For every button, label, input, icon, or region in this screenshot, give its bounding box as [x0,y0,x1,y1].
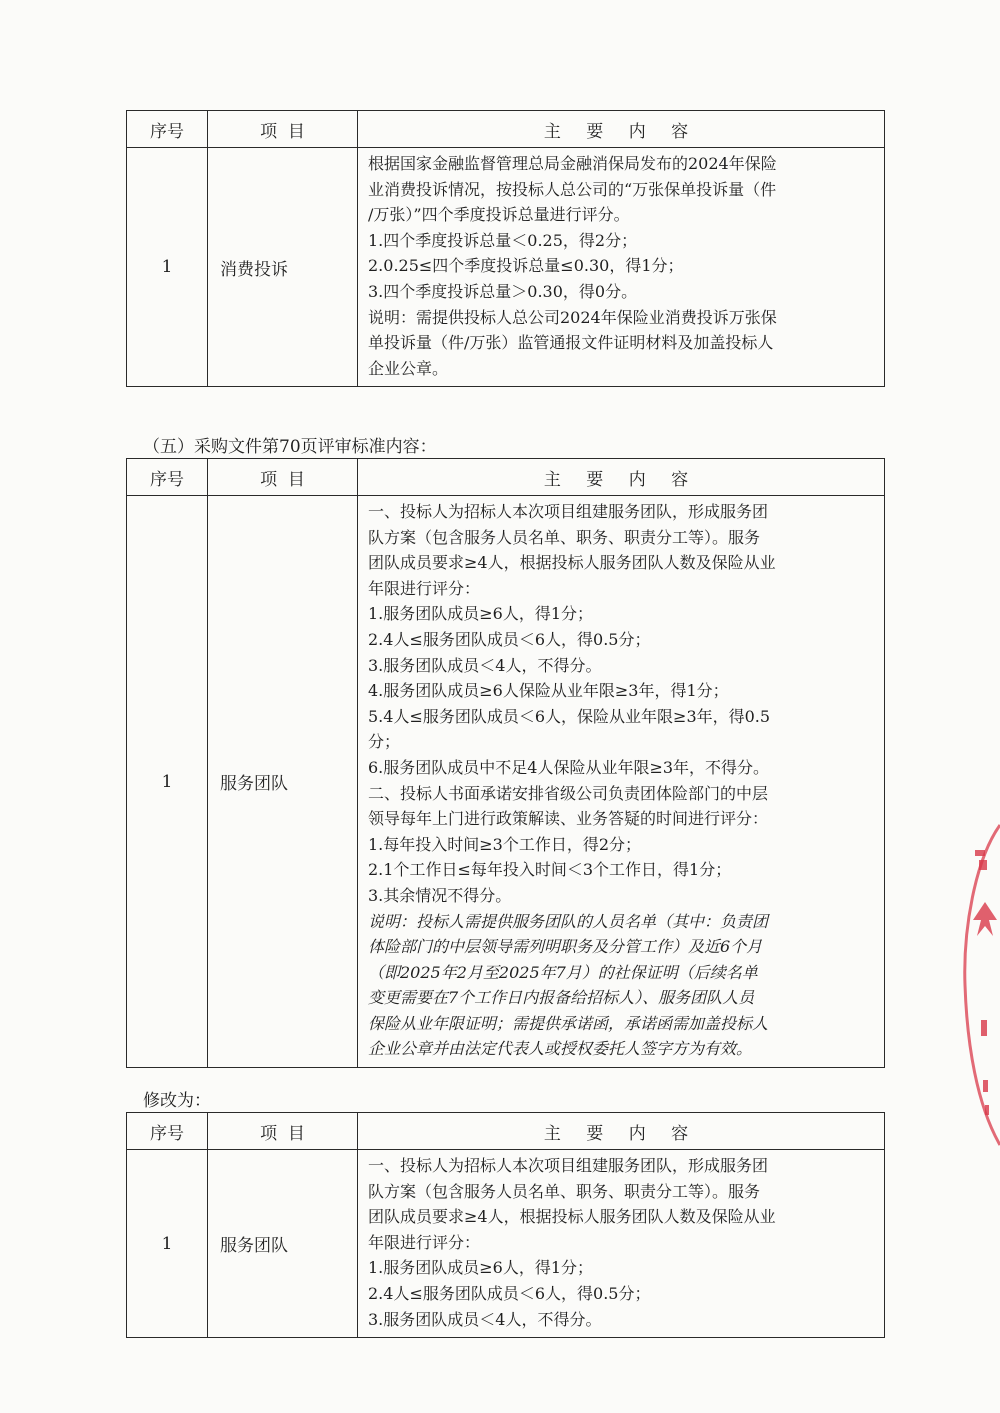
header-item: 项 目 [208,111,358,148]
content-line: 队方案（包含服务人员名单、职务、职责分工等）。服务 [368,527,761,547]
modified-caption: 修改为： [143,1091,211,1111]
table-header-row [127,111,885,148]
content-line: 分； [368,732,401,752]
content-line: 企业公章。 [368,358,449,378]
header-main-content: 主 要 内 容 [358,459,885,496]
section-caption: （五）采购文件第70页评审标准内容： [143,437,437,457]
content-line: 1.四个季度投诉总量＜0.25，得2分； [368,230,638,250]
content-line: /万张）”四个季度投诉总量进行评分。 [368,205,630,225]
content-line: 年限进行评分： [368,1232,481,1252]
header-main-content: 主 要 内 容 [358,1113,885,1150]
header-item: 项 目 [208,459,358,496]
row-seq: 1 [127,1150,208,1338]
content-line: 2.1个工作日≤每年投入时间＜3个工作日，得1分； [368,860,732,880]
content-line: 3.四个季度投诉总量＞0.30，得0分。 [368,281,638,301]
content-line: 1.服务团队成员≥6人，得1分； [368,1258,594,1278]
content-line: 年限进行评分： [368,578,481,598]
content-line: 2.4人≤服务团队成员＜6人，得0.5分； [368,1283,651,1303]
content-line: 队方案（包含服务人员名单、职务、职责分工等）。服务 [368,1181,761,1201]
note-line: 企业公章并由法定代表人或授权委托人签字方为有效。 [368,1039,753,1059]
table-row [127,1150,885,1338]
table-service-team-modified [126,1112,885,1338]
note-line: （即2025年2月至2025年7月）的社保证明（后续名单 [368,962,758,982]
content-line: 说明：需提供投标人总公司2024年保险业消费投诉万张保 [368,307,777,327]
row-content [358,496,885,1068]
content-line: 6.服务团队成员中不足4人保险从业年限≥3年，不得分。 [368,757,770,777]
row-item: 服务团队 [208,496,358,1068]
content-line: 根据国家金融监督管理总局金融消保局发布的2024年保险 [368,154,777,173]
content-line: 一、投标人为招标人本次项目组建服务团队，形成服务团 [368,502,769,521]
content-line: 2.0.25≤四个季度投诉总量≤0.30，得1分； [368,256,684,276]
note-line: 变更需要在7个工作日内报备给招标人）、服务团队人员 [368,988,755,1008]
note-line: 说明：投标人需提供服务团队的人员名单（其中：负责团 [368,911,769,931]
content-line: 1.每年投入时间≥3个工作日，得2分； [368,834,642,854]
content-line: 3.其余情况不得分。 [368,885,512,905]
row-seq: 1 [127,148,208,387]
content-line: 一、投标人为招标人本次项目组建服务团队，形成服务团 [368,1156,769,1175]
seal-stamp-icon [955,820,1000,1150]
content-line: 4.服务团队成员≥6人保险从业年限≥3年，得1分； [368,681,729,701]
content-line: 2.4人≤服务团队成员＜6人，得0.5分； [368,629,651,649]
content-line: 1.服务团队成员≥6人，得1分； [368,604,594,624]
header-seq: 序号 [127,111,208,148]
row-item: 消费投诉 [208,148,358,387]
table-row [127,496,885,1068]
note-line: 保险从业年限证明；需提供承诺函，承诺函需加盖投标人 [368,1013,769,1033]
table-consumer-complaints [126,110,885,387]
row-content [358,148,885,387]
note-line: 体险部门的中层领导需列明职务及分管工作）及近6个月 [368,937,763,957]
content-line: 3.服务团队成员＜4人，不得分。 [368,1309,602,1329]
table-row [127,148,885,387]
header-seq: 序号 [127,459,208,496]
content-line: 5.4人≤服务团队成员＜6人，保险从业年限≥3年，得0.5 [368,706,771,726]
row-content [358,1150,885,1338]
table-header-row [127,459,885,496]
content-line: 领导每年上门进行政策解读、业务答疑的时间进行评分： [368,809,769,829]
row-seq: 1 [127,496,208,1068]
table-service-team-original [126,458,885,1068]
content-line: 3.服务团队成员＜4人，不得分。 [368,655,602,675]
table-header-row [127,1113,885,1150]
content-line: 单投诉量（件/万张）监管通报文件证明材料及加盖投标人 [368,333,774,353]
header-main-content: 主 要 内 容 [358,111,885,148]
row-item: 服务团队 [208,1150,358,1338]
content-line: 业消费投诉情况，按投标人总公司的“万张保单投诉量（件 [368,179,777,199]
content-line: 团队成员要求≥4人，根据投标人服务团队人数及保险从业 [368,553,776,573]
header-seq: 序号 [127,1113,208,1150]
content-line: 二、投标人书面承诺安排省级公司负责团体险部门的中层 [368,783,769,803]
content-line: 团队成员要求≥4人，根据投标人服务团队人数及保险从业 [368,1207,776,1227]
header-item: 项 目 [208,1113,358,1150]
